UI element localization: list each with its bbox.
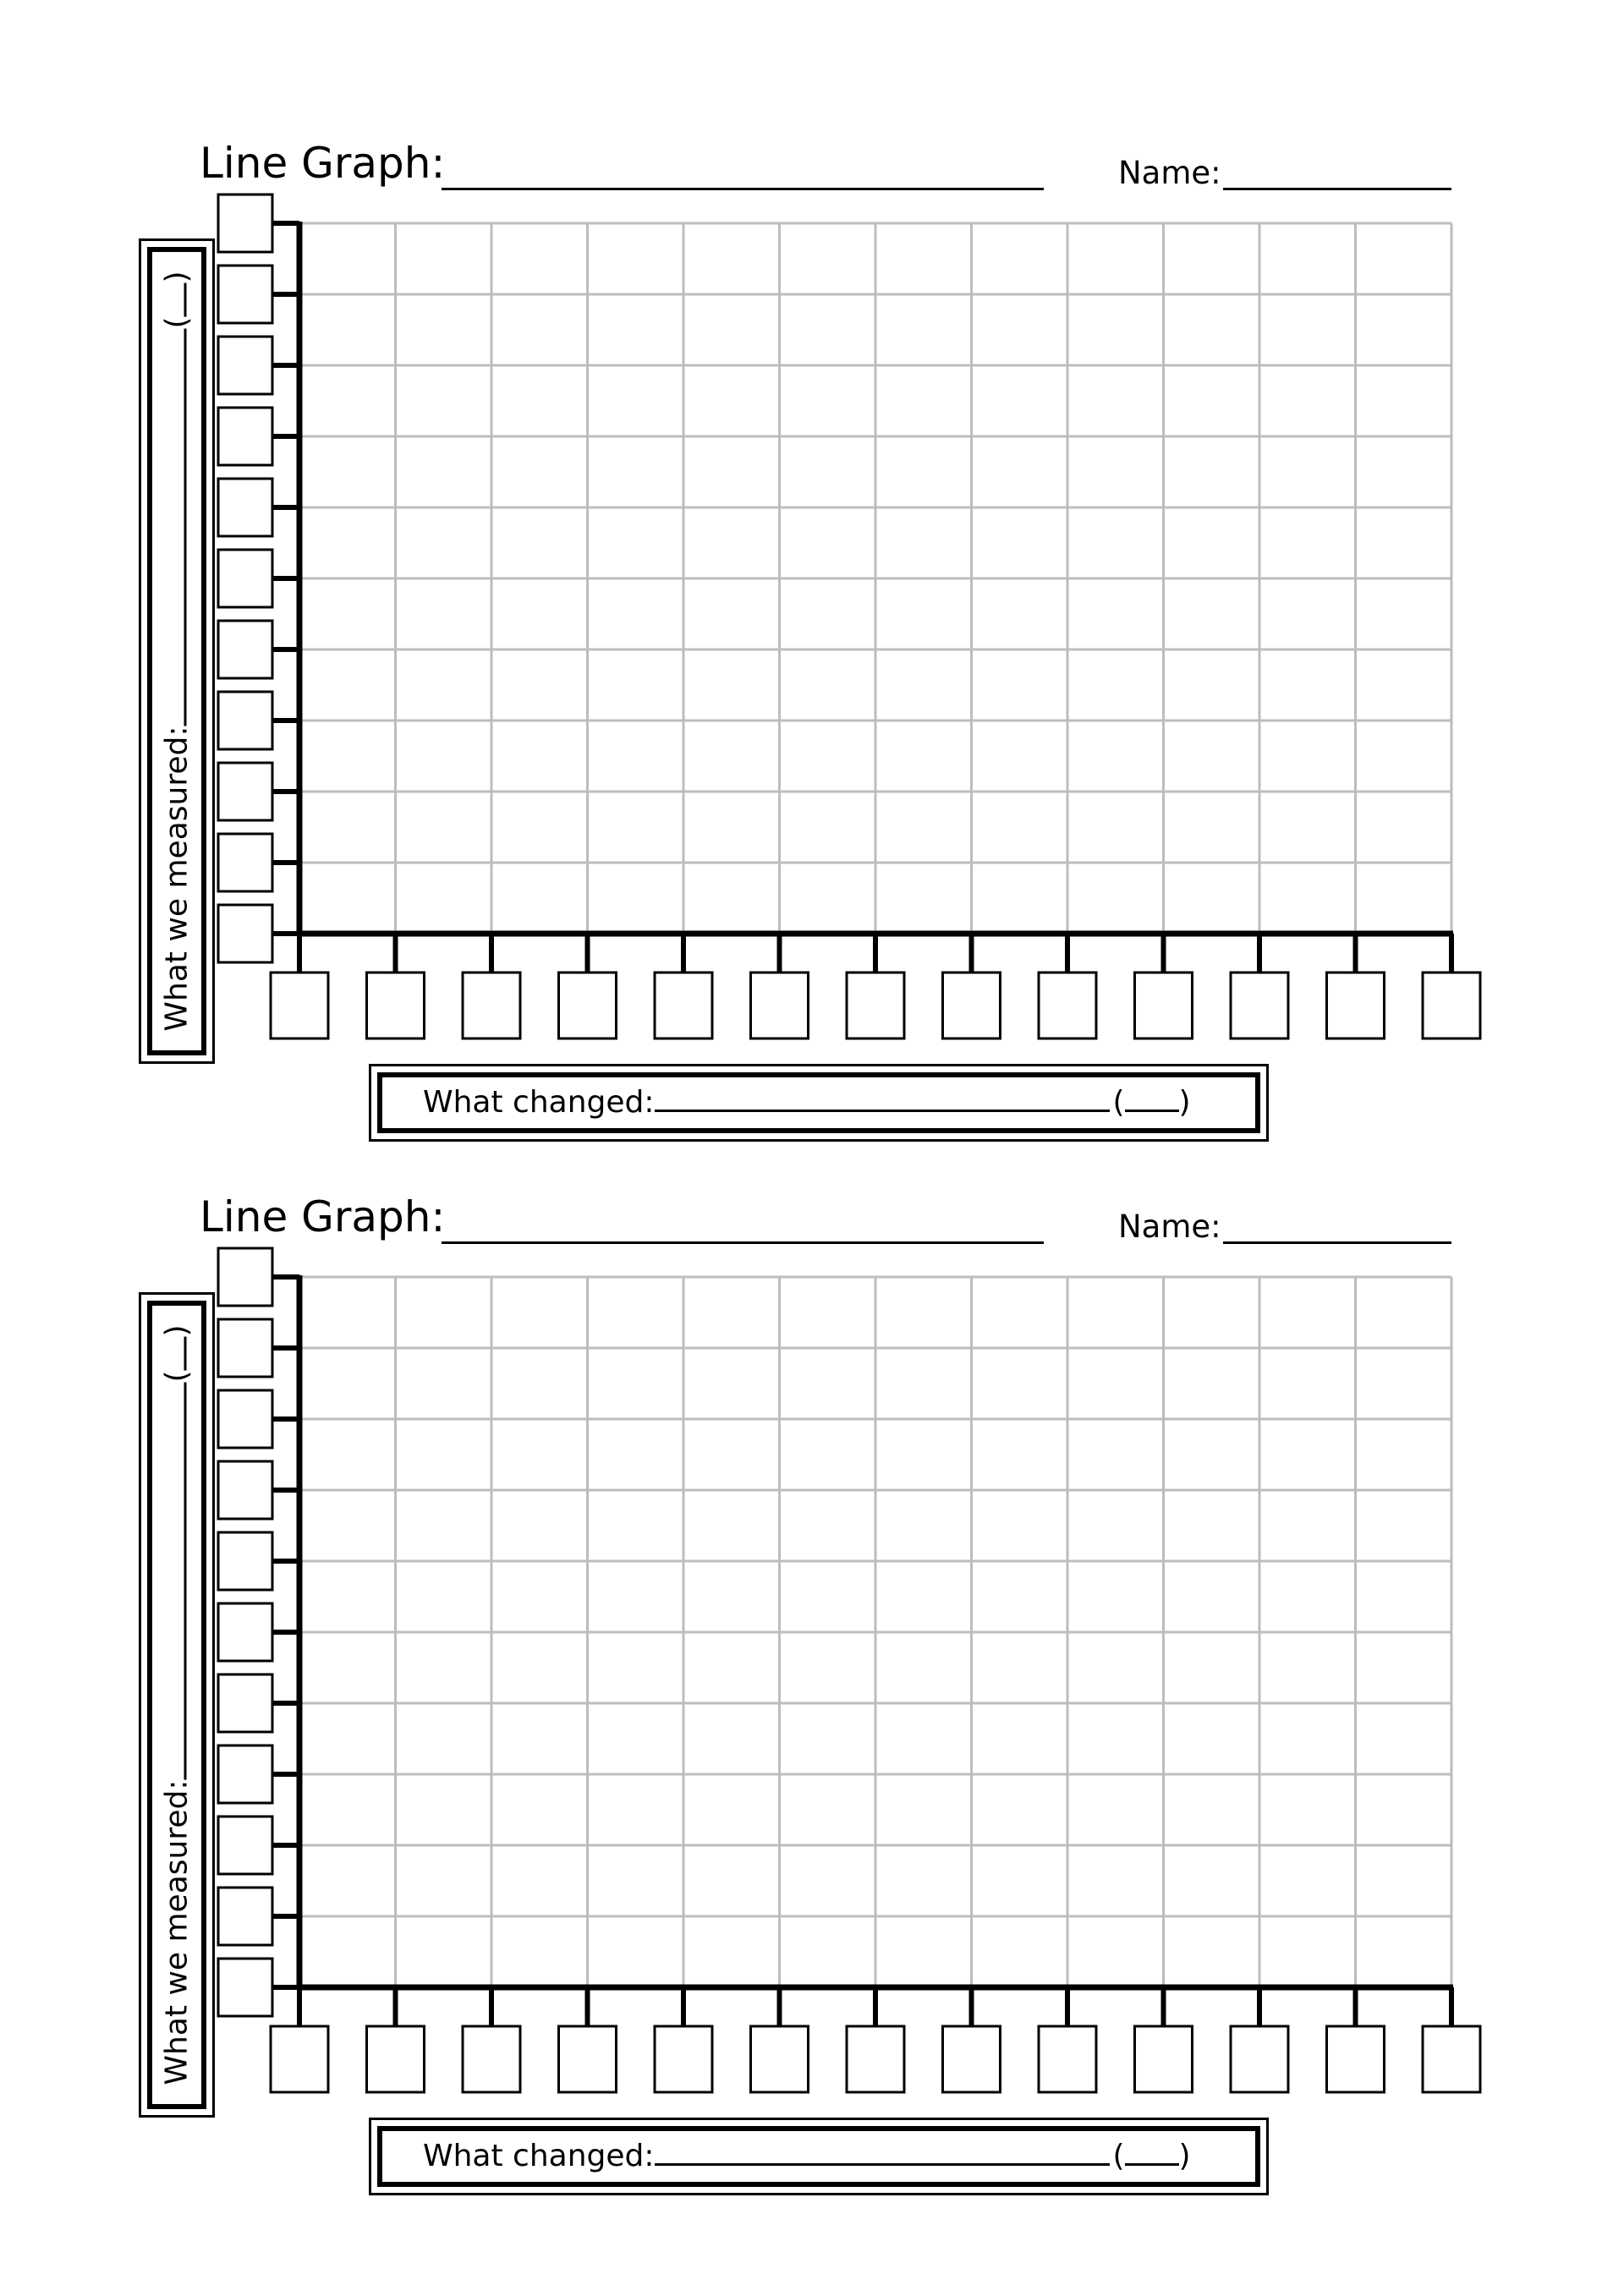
y-axis-value-box[interactable]	[218, 1959, 272, 2016]
y-axis-value-box[interactable]	[218, 1817, 272, 1874]
x-axis-unit-field[interactable]	[1125, 2140, 1179, 2166]
x-axis-value-box[interactable]	[463, 973, 520, 1038]
graph-block-1	[0, 0, 1624, 1120]
graph-grid	[0, 1054, 1624, 2111]
x-axis-value-box[interactable]	[1327, 2026, 1385, 2092]
name-label: Name:	[1118, 1208, 1221, 1245]
x-axis-value-box[interactable]	[559, 973, 617, 1038]
y-axis-value-box[interactable]	[218, 266, 272, 323]
x-axis-value-box[interactable]	[847, 2026, 904, 2092]
y-axis-value-box[interactable]	[218, 692, 272, 749]
x-axis-value-box[interactable]	[1327, 973, 1385, 1038]
x-axis-unit-open: (	[1112, 1085, 1125, 1120]
y-axis-value-box[interactable]	[218, 1319, 272, 1377]
graph-title-label: Line Graph:	[200, 1192, 446, 1241]
y-axis-value-box[interactable]	[218, 905, 272, 962]
y-axis-value-box[interactable]	[218, 337, 272, 394]
graph-title-label: Line Graph:	[200, 139, 446, 188]
x-axis-value-box[interactable]	[367, 973, 425, 1038]
x-axis-value-box[interactable]	[271, 973, 328, 1038]
y-axis-unit-open: (	[159, 316, 195, 329]
y-axis-value-box[interactable]	[218, 408, 272, 465]
x-axis-label-text: What changed:	[423, 2139, 655, 2173]
x-axis-value-box[interactable]	[271, 2026, 328, 2092]
x-axis-label-field[interactable]	[655, 2140, 1110, 2166]
y-axis-value-box[interactable]	[218, 763, 272, 820]
y-axis-value-box[interactable]	[218, 621, 272, 678]
y-axis-value-box[interactable]	[218, 1532, 272, 1590]
x-axis-value-box[interactable]	[943, 2026, 1001, 2092]
y-axis-value-box[interactable]	[218, 195, 272, 252]
y-axis-unit-close: )	[159, 271, 195, 283]
y-axis-value-box[interactable]	[218, 834, 272, 891]
y-axis-value-box[interactable]	[218, 1603, 272, 1661]
x-axis-label-text: What changed:	[423, 1085, 655, 1120]
y-axis-value-box[interactable]	[218, 550, 272, 607]
x-axis-value-box[interactable]	[1135, 2026, 1193, 2092]
x-axis-value-box[interactable]	[1231, 973, 1288, 1038]
x-axis-value-box[interactable]	[751, 973, 809, 1038]
x-axis-value-box[interactable]	[463, 2026, 520, 2092]
x-axis-value-box[interactable]	[655, 2026, 712, 2092]
x-axis-unit-close: )	[1178, 1085, 1191, 1120]
y-axis-unit-open: (	[159, 1370, 195, 1383]
y-axis-value-box[interactable]	[218, 1888, 272, 1945]
y-axis-value-box[interactable]	[218, 1745, 272, 1803]
x-axis-value-box[interactable]	[1231, 2026, 1288, 2092]
x-axis-value-box[interactable]	[943, 973, 1001, 1038]
y-axis-value-box[interactable]	[218, 1248, 272, 1306]
x-axis-value-box[interactable]	[847, 973, 904, 1038]
y-axis-unit-close: )	[159, 1324, 195, 1337]
x-axis-unit-close: )	[1178, 2139, 1191, 2173]
x-axis-value-box[interactable]	[655, 973, 712, 1038]
x-axis-value-box[interactable]	[1423, 973, 1480, 1038]
graph-grid	[0, 0, 1624, 1057]
graph-block-2	[0, 1054, 1624, 2173]
x-axis-value-box[interactable]	[1135, 973, 1193, 1038]
x-axis-value-box[interactable]	[1423, 2026, 1480, 2092]
x-axis-unit-open: (	[1112, 2139, 1125, 2173]
y-axis-value-box[interactable]	[218, 1674, 272, 1732]
y-axis-value-box[interactable]	[218, 1390, 272, 1448]
name-label: Name:	[1118, 155, 1221, 191]
y-axis-value-box[interactable]	[218, 1461, 272, 1519]
y-axis-value-box[interactable]	[218, 479, 272, 536]
x-axis-value-box[interactable]	[1039, 2026, 1096, 2092]
y-axis-label-text: What we measured:	[159, 1779, 195, 2085]
y-axis-label-text: What we measured:	[159, 726, 195, 1032]
x-axis-label	[423, 2140, 1191, 2172]
x-axis-value-box[interactable]	[751, 2026, 809, 2092]
x-axis-value-box[interactable]	[559, 2026, 617, 2092]
x-axis-value-box[interactable]	[367, 2026, 425, 2092]
x-axis-value-box[interactable]	[1039, 973, 1096, 1038]
